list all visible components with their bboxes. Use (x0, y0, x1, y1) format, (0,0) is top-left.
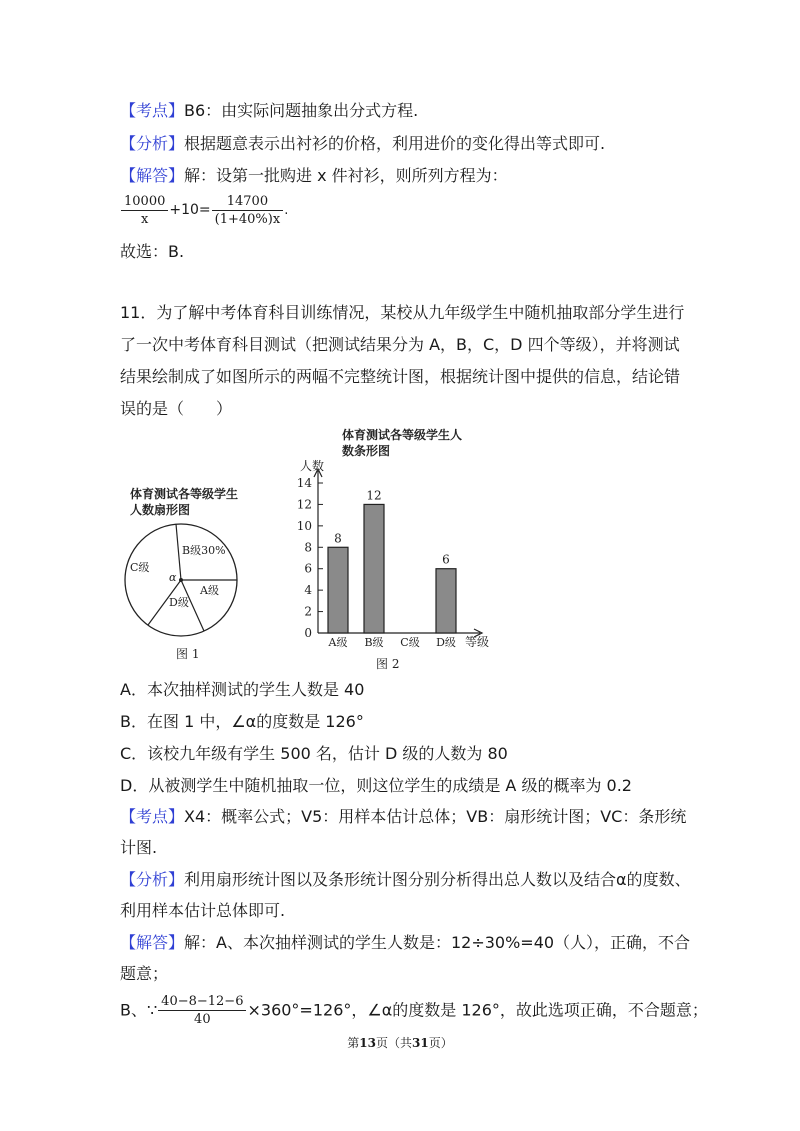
question-stem-line-2: 了一次中考体育科目测试（把测试结果分为 A，B，C，D 四个等级），并将测试 (120, 335, 680, 354)
q11-jieda-option-b (120, 994, 708, 1027)
bar-data-label: 6 (442, 552, 450, 567)
y-axis-label: 人数 (300, 459, 325, 473)
choice-line: 故选：B. (120, 242, 185, 261)
fenxi-line (120, 134, 605, 154)
equation (120, 194, 288, 227)
y-tick-label: 2 (304, 604, 312, 619)
question-stem-line-4: 误的是（ ） (120, 399, 233, 418)
bar (328, 547, 348, 633)
pie-label-d: D级 (169, 596, 189, 609)
equation-middle: +10= (169, 202, 211, 218)
pie-label-a: A级 (200, 584, 219, 597)
y-tick-label: 0 (304, 626, 312, 640)
q11-jieda-line-2: 题意； (120, 964, 169, 983)
q11-kaodian-tag: 【考点】 (120, 807, 185, 826)
x-tick-label: B级 (364, 636, 384, 649)
equation-fraction-left: $\frac{10000}{x}$ (121, 194, 168, 227)
pie-label-alpha: α (169, 571, 177, 584)
q11-fenxi-tag: 【分析】 (120, 870, 185, 889)
q11-fenxi-line-1 (120, 870, 691, 890)
jieda-text: 解：设第一批购进 x 件衬衫，则所列方程为： (184, 166, 508, 185)
pie-figure (118, 480, 248, 665)
y-tick-label: 4 (304, 583, 312, 598)
option-b: B．在图 1 中，∠α的度数是 126° (120, 712, 364, 731)
y-tick-label: 10 (296, 518, 312, 533)
q11-b-prefix: B、∵ (120, 1000, 158, 1020)
bar-chart-title-line-1: 体育测试各等级学生人 (342, 428, 463, 442)
x-tick-label: D级 (436, 636, 456, 649)
bar-chart-caption: 图 2 (376, 657, 400, 671)
jieda-line (120, 166, 508, 186)
bar-layer (297, 469, 482, 649)
q11-jieda-text: 解：A、本次抽样测试的学生人数是：12÷30%=40（人），正确，不合 (184, 933, 691, 952)
q11-fenxi-text: 利用扇形统计图以及条形统计图分别分析得出总人数以及结合α的度数、 (184, 870, 691, 889)
fenxi-text: 根据题意表示出衬衫的价格，利用进价的变化得出等式即可. (184, 134, 606, 153)
pie-center-dot (179, 578, 183, 582)
y-tick-label: 6 (304, 561, 312, 576)
bar (436, 569, 456, 633)
q11-b-suffix: ×360°=126°，∠α的度数是 126°，故此选项正确，不合题意； (247, 1000, 708, 1020)
x-tick-label: C级 (400, 636, 420, 649)
q11-b-fraction: $\frac{40-8-12-6}{40}$ (158, 994, 246, 1027)
pie-label-b: B级30% (182, 544, 226, 557)
pie-caption: 图 1 (176, 647, 200, 661)
kaodian-tag: 【考点】 (120, 101, 185, 120)
pie-title-line-1: 体育测试各等级学生 (130, 487, 239, 501)
q11-fenxi-line-2: 利用样本估计总体即可. (120, 901, 286, 920)
page-number: 13 (359, 1036, 376, 1050)
bar-chart (280, 422, 520, 672)
option-c: C．该校九年级有学生 500 名，估计 D 级的人数为 80 (120, 744, 508, 763)
fenxi-tag: 【分析】 (120, 134, 185, 153)
pie-title-line-2: 人数扇形图 (130, 503, 191, 517)
option-d: D．从被测学生中随机抽取一位，则这位学生的成绩是 A 级的概率为 0.2 (120, 776, 632, 795)
question-stem-line-1: 11．为了解中考体育科目训练情况，某校从九年级学生中随机抽取部分学生进行 (120, 303, 685, 322)
x-axis-label: 等级 (465, 635, 490, 649)
bar (364, 504, 384, 633)
bar-data-label: 8 (334, 531, 342, 546)
question-stem-line-3: 结果绘制成了如图所示的两幅不完整统计图，根据统计图中提供的信息，结论错 (120, 367, 681, 386)
equation-fraction-right: $\frac{14700}{(1+40\%)x}$ (212, 194, 284, 227)
q11-kaodian-line-1 (120, 807, 686, 827)
q11-jieda-line-1 (120, 933, 690, 953)
q11-kaodian-line-2: 计图. (120, 838, 158, 857)
y-tick-label: 8 (304, 540, 312, 555)
pie-label-c: C级 (130, 561, 150, 574)
page-footer: 第13页（共31页） (347, 1036, 453, 1050)
option-a: A．本次抽样测试的学生人数是 40 (120, 680, 365, 699)
y-tick-label: 14 (296, 476, 312, 490)
q11-kaodian-text: X4：概率公式；V5：用样本估计总体；VB：扇形统计图；VC：条形统 (184, 807, 687, 826)
jieda-tag: 【解答】 (120, 166, 185, 185)
page-total: 31 (412, 1036, 429, 1050)
bar-chart-title-line-2: 数条形图 (342, 444, 391, 458)
bar-data-label: 12 (366, 488, 382, 503)
q11-jieda-tag: 【解答】 (120, 933, 185, 952)
kaodian-line (120, 101, 418, 121)
kaodian-text: B6：由实际问题抽象出分式方程. (184, 101, 419, 120)
equation-end: . (284, 203, 289, 218)
y-tick-label: 12 (296, 497, 312, 512)
x-tick-label: A级 (328, 636, 348, 649)
